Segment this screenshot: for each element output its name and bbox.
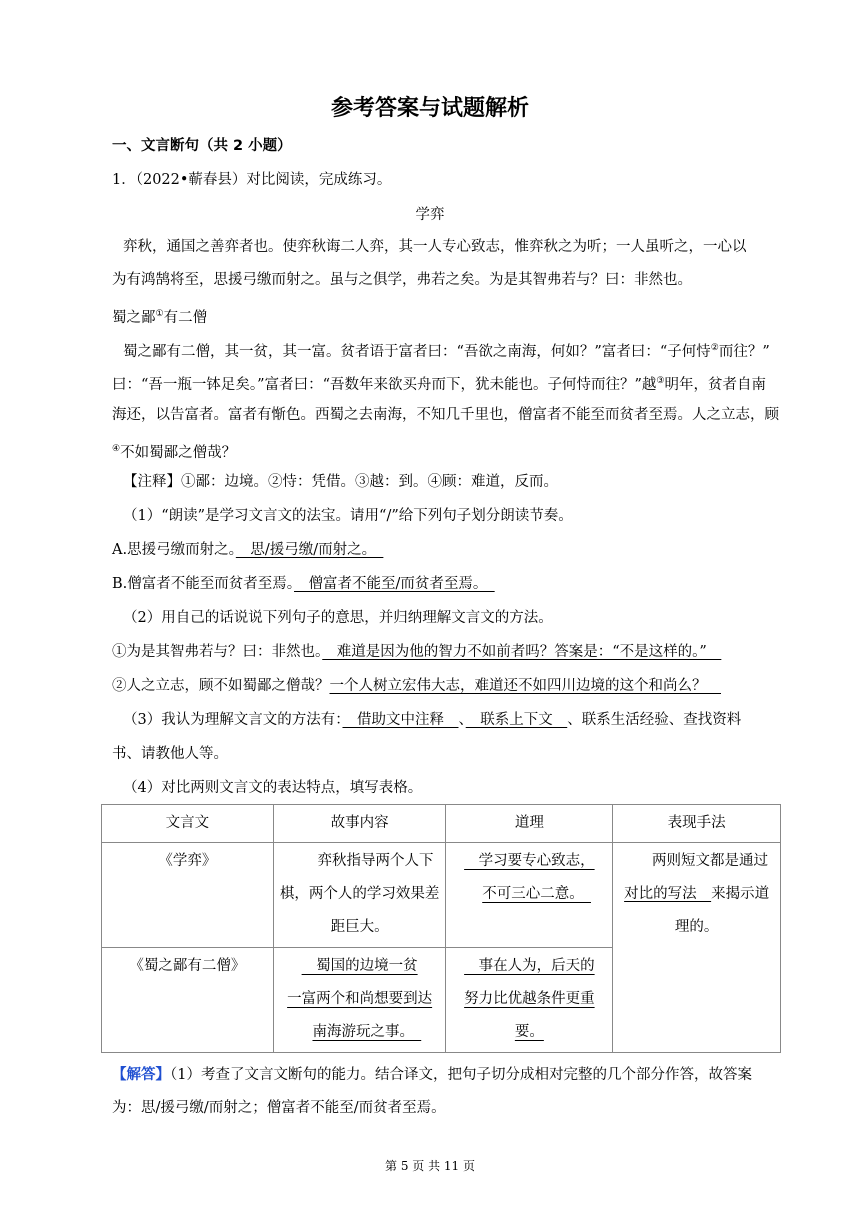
sub1-question: （1）“朗读”是学习文言文的法宝。请用“/”给下列句子划分朗读节奏。 bbox=[123, 508, 573, 524]
table-row bbox=[102, 843, 781, 948]
text1-title: 学弈 bbox=[415, 207, 445, 223]
footnote-marker: ④ bbox=[112, 444, 121, 454]
section-heading: 一、文言断句（共 2 小题） bbox=[112, 138, 292, 154]
answer-line2: 为：思/援弓缴/而射之；僧富者不能至/而贫者至焉。 bbox=[112, 1100, 446, 1116]
answer-blank: 联系上下文 bbox=[465, 712, 568, 728]
sub1-item-a: A.思援弓缴而射之。 思/援弓缴/而射之。 bbox=[112, 542, 384, 558]
answer-label: 【解答】 bbox=[112, 1067, 170, 1083]
table-header-row bbox=[102, 805, 781, 843]
answer-blank: 僧富者不能至/而贫者至焉。 bbox=[294, 576, 495, 592]
answer-blank: 思/援弓缴/而射之。 bbox=[235, 542, 384, 558]
table-cell-title: 《学弈》 bbox=[102, 843, 274, 948]
answer-blank: 借助文中注释 bbox=[342, 712, 459, 728]
table-cell-story: 蜀国的边境一贫 一富两个和尚想要到达 南海游玩之事。 bbox=[273, 948, 446, 1053]
table-cell-method: 两则短文都是通过 对比的写法 来揭示道 理的。 bbox=[613, 843, 781, 1053]
page-footer: 第 5 页 共 11 页 bbox=[385, 1159, 475, 1173]
footnote-marker: ① bbox=[155, 309, 164, 319]
answer-line1: 【解答】（1）考查了文言文断句的能力。结合译文，把句子切分成相对完整的几个部分作答，故答案 bbox=[112, 1067, 752, 1083]
table-cell-story: 弈秋指导两个人下 棋，两个人的学习效果差 距巨大。 bbox=[273, 843, 446, 948]
sub3-line2: 书、请教他人等。 bbox=[112, 746, 228, 762]
text1-para-line1: 弈秋，通国之善弈者也。使弈秋诲二人弈，其一人专心致志，惟弈秋之为听；一人虽听之，一心以 bbox=[123, 239, 747, 255]
table-cell-reason: 学习要专心致志， 不可三心二意。 bbox=[446, 843, 613, 948]
sub2-item-2: ②人之立志，顾不如蜀鄙之僧哉？一个人树立宏伟大志，难道还不如四川边境的这个和尚么？ bbox=[112, 678, 721, 694]
table-cell-reason: 事在人为，后天的 努力比优越条件更重要。 bbox=[446, 948, 613, 1053]
table-header-cell: 表现手法 bbox=[613, 805, 781, 843]
text2-para-line1: 蜀之鄙有二僧，其一贫，其一富。贫者语于富者曰：“吾欲之南海，何如？”富者曰：“子何恃②而往？” bbox=[123, 343, 770, 360]
answer-blank: 一个人树立宏伟大志，难道还不如四川边境的这个和尚么？ bbox=[329, 678, 721, 694]
question-1: 1．（2022•蕲春县）对比阅读，完成练习。 bbox=[112, 172, 392, 188]
answer-blank: 难道是因为他的智力不如前者吗？答案是：“不是这样的。” bbox=[322, 644, 722, 660]
text2-para-line3: 海还，以告富者。富者有惭色。西蜀之去南海，不知几千里也，僧富者不能至而贫者至焉。人之立志，顾 bbox=[112, 407, 779, 423]
text1-para-line2: 为有鸿鹄将至，思援弓缴而射之。虽与之俱学，弗若之矣。为是其智弗若与？曰：非然也。 bbox=[112, 272, 692, 288]
sub3-line1: （3）我认为理解文言文的方法有： 借助文中注释 、 联系上下文 、联系生活经验、查找资料 bbox=[123, 712, 742, 728]
sub1-item-b: B.僧富者不能至而贫者至焉。 僧富者不能至/而贫者至焉。 bbox=[112, 576, 495, 592]
footnote-marker: ③ bbox=[656, 376, 665, 386]
sub4-question: （4）对比两则文言文的表达特点，填写表格。 bbox=[123, 780, 423, 796]
text2-title: 蜀之鄙①有二僧 bbox=[112, 309, 208, 326]
footnote-marker: ② bbox=[710, 343, 719, 353]
table-header-cell: 道理 bbox=[446, 805, 613, 843]
answer-blank: 对比的写法 bbox=[624, 886, 712, 902]
comparison-table bbox=[101, 804, 781, 1053]
table-header-cell: 故事内容 bbox=[273, 805, 446, 843]
annotation-note: 【注释】①鄙：边境。②恃：凭借。③越：到。④顾：难道，反而。 bbox=[123, 474, 558, 490]
table-header-cell: 文言文 bbox=[102, 805, 274, 843]
text2-para-line2: 曰：“吾一瓶一钵足矣。”富者曰：“吾数年来欲买舟而下，犹未能也。子何恃而往？”越③明年，贫者自南 bbox=[112, 376, 766, 393]
page-title: 参考答案与试题解析 bbox=[330, 96, 529, 121]
sub2-question: （2）用自己的话说说下列句子的意思，并归纳理解文言文的方法。 bbox=[123, 610, 553, 626]
text2-para-line4: ④不如蜀鄙之僧哉？ bbox=[112, 444, 237, 461]
sub2-item-1: ①为是其智弗若与？曰：非然也。 难道是因为他的智力不如前者吗？答案是：“不是这样的。” bbox=[112, 644, 722, 660]
table-cell-title: 《蜀之鄙有二僧》 bbox=[102, 948, 274, 1053]
